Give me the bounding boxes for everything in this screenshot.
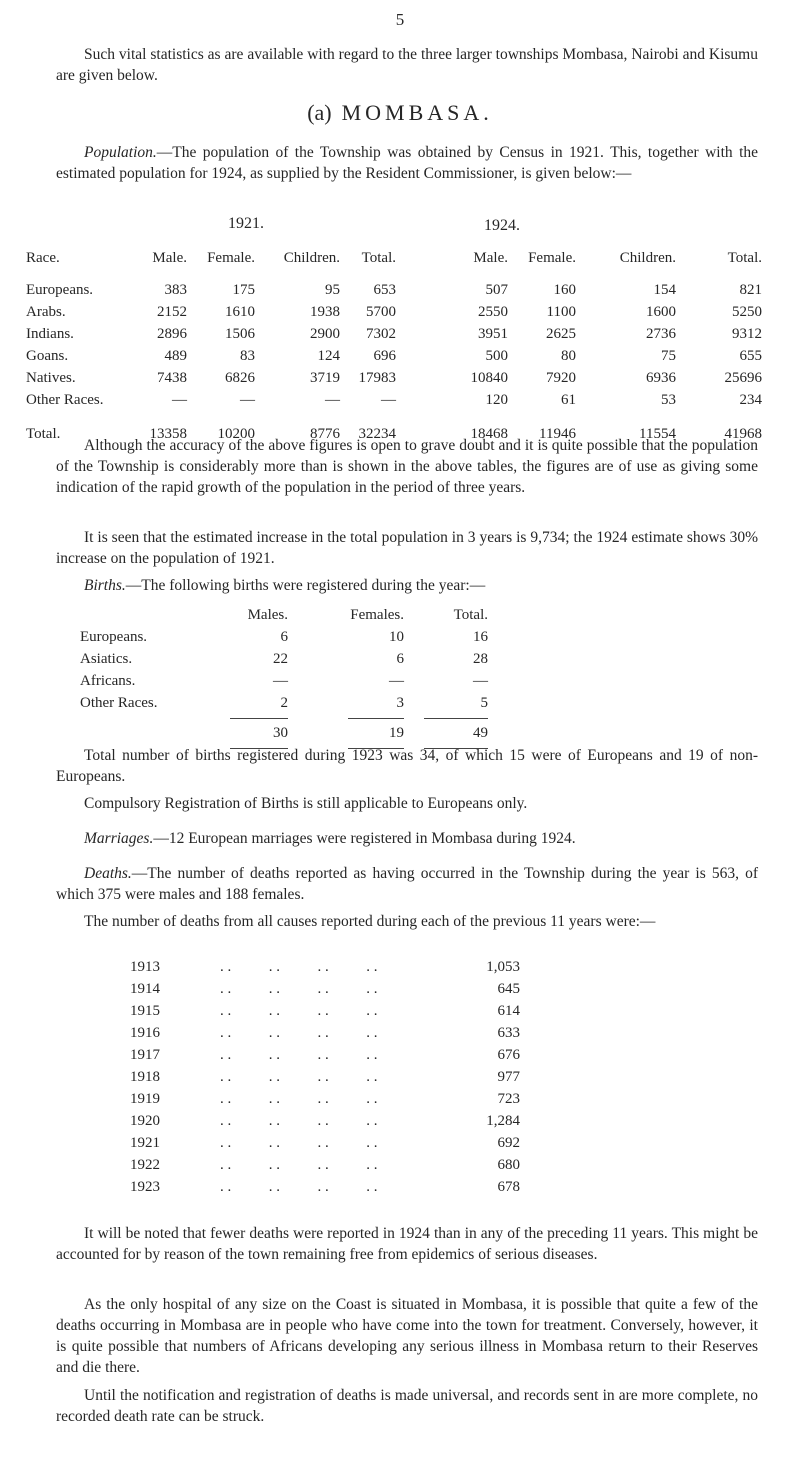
population-value: 124 [317,347,340,364]
death-year: 1913 [130,958,160,975]
births-text: —The following births were registered during the year:— [125,577,486,594]
death-count: 614 [497,1002,520,1019]
population-value: 160 [553,281,576,298]
total-value: 41968 [724,425,762,442]
leader-dots: . . . . . . . . [220,1068,378,1085]
population-value: 507 [485,281,508,298]
deaths-year-row [130,978,520,1000]
population-value: 2152 [157,303,187,320]
births-row [80,692,488,714]
death-count: 977 [497,1068,520,1085]
deaths-text: —The number of deaths reported as having occurred in the Township during the year is 563, of which 375 were males and 188 females. [56,865,758,903]
death-count: 645 [497,980,520,997]
population-header-row [26,247,762,269]
section-prefix: (a) [307,100,332,125]
until-paragraph: Until the notification and registration of deaths is made universal, and records sent in are more complete, no recorded death rate can be struck. [56,1387,758,1425]
leader-dots: . . . . . . . . [220,1046,378,1063]
population-value: 2736 [646,325,676,342]
population-value: — [325,391,340,408]
leader-dots: . . . . . . . . [220,1178,378,1195]
leader-dots: . . . . . . . . [220,1090,378,1107]
deaths-year-row [130,1088,520,1110]
deaths-year-row [130,1110,520,1132]
population-value: 2550 [478,303,508,320]
births-category: Africans. [80,672,136,689]
population-value: 10840 [470,369,508,386]
births-total-rule [80,714,488,722]
death-count: 723 [497,1090,520,1107]
population-value: 120 [485,391,508,408]
population-value: 1506 [225,325,255,342]
births-value: 10 [389,628,404,645]
death-year: 1917 [130,1046,160,1063]
death-year: 1923 [130,1178,160,1195]
births-total-value: 49 [473,724,488,741]
leader-dots: . . . . . . . . [220,980,378,997]
total-value: 11946 [539,425,576,442]
death-year: 1919 [130,1090,160,1107]
population-value: 175 [232,281,255,298]
births-lead: Births. [84,577,126,594]
population-value: 2900 [310,325,340,342]
population-value: 2625 [546,325,576,342]
column-header: Total. [361,249,396,266]
page-number: 5 [395,10,405,29]
column-header: Male. [473,249,508,266]
births-category: Other Races. [80,694,158,711]
total-value: 10200 [217,425,255,442]
column-header: Total. [453,606,488,623]
births-value: 3 [396,694,404,711]
deaths-year-row [130,1176,520,1198]
population-value: 7302 [366,325,396,342]
hospital-paragraph: As the only hospital of any size on the Coast is situated in Mombasa, it is possible that quite a few of the deaths occurring in Mombasa are in people who have come into the town for treatment. Conversely, however, it is quite possible that numbers of Africans developing any serious illness in Mombasa return to their Reserves and die there. [56,1296,758,1376]
population-value: 6826 [225,369,255,386]
population-value: 95 [325,281,340,298]
births-value: 16 [473,628,488,645]
death-year: 1922 [130,1156,160,1173]
births-table [80,604,488,752]
death-year: 1920 [130,1112,160,1129]
population-value: 821 [739,281,762,298]
death-count: 1,284 [486,1112,520,1129]
total-value: 18468 [470,425,508,442]
column-header: Children. [283,249,340,266]
compulsory-paragraph: Compulsory Registration of Births is still applicable to Europeans only. [84,795,528,812]
births-header-row [80,604,488,626]
deaths-year-row [130,1132,520,1154]
population-value: 7920 [546,369,576,386]
race-label: Goans. [26,347,69,364]
leader-dots: . . . . . . . . [220,1002,378,1019]
leader-dots: . . . . . . . . [220,1112,378,1129]
leader-dots: . . . . . . . . [220,1024,378,1041]
population-row [26,367,762,389]
population-value: 7438 [157,369,187,386]
births-value: 6 [280,628,288,645]
death-count: 633 [497,1024,520,1041]
population-value: 2896 [157,325,187,342]
population-value: 383 [164,281,187,298]
column-header: Males. [247,606,288,623]
population-value: 1100 [546,303,576,320]
population-value: 1600 [646,303,676,320]
deaths-year-row [130,956,520,978]
population-table [26,247,762,445]
population-value: 83 [240,347,255,364]
race-label: Indians. [26,325,74,342]
population-row [26,389,762,411]
births-category: Europeans. [80,628,148,645]
births-value: — [273,672,288,689]
deaths-by-year-table [130,956,520,1198]
population-paragraph [56,142,758,184]
leader-dots: . . . . . . . . [220,958,378,975]
population-value: 25696 [724,369,762,386]
increase-paragraph: It is seen that the estimated increase in the total population in 3 years is 9,734; the 1924 estimate shows 30% increase on the population of 1921. [56,529,758,567]
births-total-row [80,722,488,744]
births-value: — [389,672,404,689]
births-value: 22 [273,650,288,667]
births-total-value: 19 [389,724,404,741]
marriages-lead: Marriages. [84,830,154,847]
death-year: 1918 [130,1068,160,1085]
total-value: 13358 [149,425,187,442]
population-row [26,323,762,345]
section-heading [0,100,800,126]
leader-dots: . . . . . . . . [220,1156,378,1173]
column-header: Race. [26,249,60,266]
previous-years-paragraph: The number of deaths from all causes reported during each of the previous 11 years were:— [84,913,656,930]
death-year: 1921 [130,1134,160,1151]
column-header [80,604,200,626]
population-value: 17983 [358,369,396,386]
death-count: 678 [497,1178,520,1195]
fewer-deaths-paragraph: It will be noted that fewer deaths were reported in 1924 than in any of the preceding 11 years. This might be accounted for by reason of the town remaining free from epidemics of serious diseases. [56,1225,758,1263]
death-year: 1914 [130,980,160,997]
total-label: Total. [26,425,61,442]
deaths-year-row [130,1044,520,1066]
deaths-year-row [130,1022,520,1044]
population-value: 9312 [732,325,762,342]
deaths-lead: Deaths. [84,865,132,882]
marriages-text: —12 European marriages were registered in Mombasa during 1924. [153,830,576,847]
population-value: 3719 [310,369,340,386]
column-header: Female. [207,249,255,266]
population-text: —The population of the Township was obtained by Census in 1921. This, together with the estimated population for 1924, as supplied by the Resident Commissioner, is given below:— [56,144,758,182]
race-label: Other Races. [26,391,104,408]
population-row [26,345,762,367]
population-value: 53 [661,391,676,408]
column-header: Females. [350,606,404,623]
total-value: 8776 [310,425,340,442]
population-value: 5700 [366,303,396,320]
deaths-year-row [130,1154,520,1176]
total-value: 11554 [639,425,676,442]
column-header: Children. [619,249,676,266]
deaths-year-row [130,1000,520,1022]
population-value: — [172,391,187,408]
accuracy-paragraph: Although the accuracy of the above figures is open to grave doubt and it is quite possible that the population of the Township is considerably more than is shown in the above tables, the figures are of use as giving some indication of the rapid growth of the population in the period of three years. [56,437,758,496]
deaths-paragraph [56,863,758,905]
population-row [26,279,762,301]
births-table-body [80,604,488,752]
population-value: 696 [373,347,396,364]
year-1921-heading: 1921. [228,215,264,232]
population-value: 61 [561,391,576,408]
births-value: 5 [480,694,488,711]
births-paragraph [56,575,758,596]
race-label: Arabs. [26,303,66,320]
births-row [80,626,488,648]
marriages-paragraph [56,828,758,849]
births-value: 28 [473,650,488,667]
population-lead: Population. [84,144,157,161]
death-count: 692 [497,1134,520,1151]
births-category: Asiatics. [80,650,133,667]
births-value: 6 [396,650,404,667]
section-title: MOMBASA. [341,100,493,125]
population-value: — [240,391,255,408]
death-count: 676 [497,1046,520,1063]
births-total-value: 30 [273,724,288,741]
population-value: 653 [373,281,396,298]
column-header: Male. [152,249,187,266]
total-value: 32234 [358,425,396,442]
column-header: Total. [727,249,762,266]
deaths-table-body [130,956,520,1198]
population-value: 6936 [646,369,676,386]
births-row [80,648,488,670]
population-value: 489 [164,347,187,364]
births-value: — [473,672,488,689]
death-count: 680 [497,1156,520,1173]
deaths-year-row [130,1066,520,1088]
population-value: 1938 [310,303,340,320]
death-count: 1,053 [486,958,520,975]
death-year: 1915 [130,1002,160,1019]
population-value: 3951 [478,325,508,342]
births-1923-paragraph: Total number of births registered during 1923 was 34, of which 15 were of Europeans and 19 of non-Europeans. [56,747,758,785]
births-value: 2 [280,694,288,711]
births-row [80,670,488,692]
year-1924-heading: 1924. [484,217,520,234]
population-row [26,301,762,323]
leader-dots: . . . . . . . . [220,1134,378,1151]
population-value: 234 [739,391,762,408]
population-table-body [26,247,762,445]
population-value: 655 [739,347,762,364]
population-value: — [381,391,396,408]
population-value: 80 [561,347,576,364]
column-header: Female. [528,249,576,266]
intro-paragraph: Such vital statistics as are available with regard to the three larger townships Mombasa, Nairobi and Kisumu are given below. [56,46,758,84]
population-value: 1610 [225,303,255,320]
death-year: 1916 [130,1024,160,1041]
population-value: 500 [485,347,508,364]
population-value: 75 [661,347,676,364]
population-value: 5250 [732,303,762,320]
race-label: Europeans. [26,281,94,298]
population-value: 154 [653,281,676,298]
race-label: Natives. [26,369,76,386]
